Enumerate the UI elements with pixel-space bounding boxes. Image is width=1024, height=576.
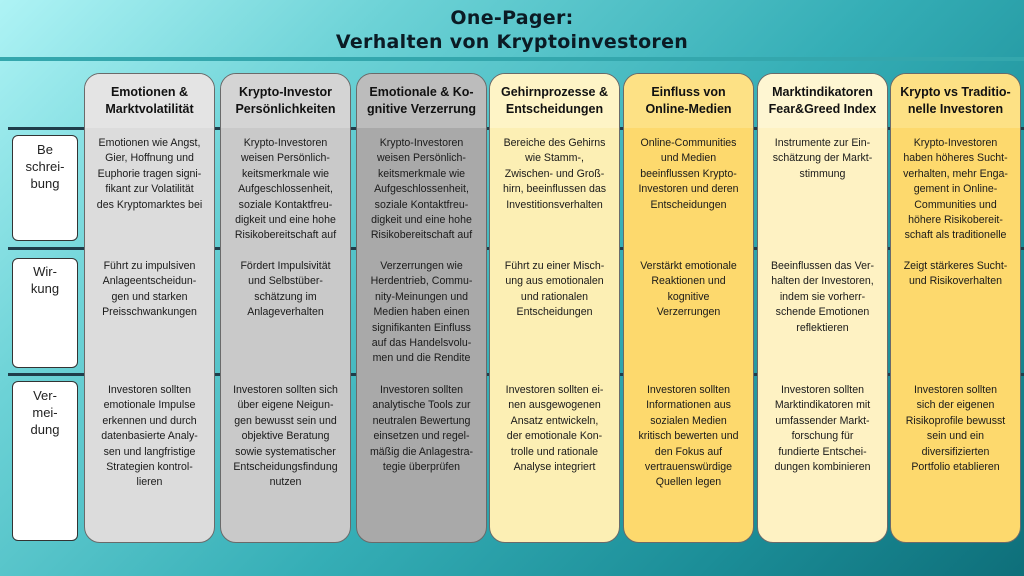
cell-line: Aufgeschlossenheit,	[238, 183, 333, 196]
cell-line: objektive Beratung	[241, 430, 330, 443]
column-header	[357, 74, 486, 128]
cell-line: und Risikoverhalten	[908, 275, 1003, 288]
cell-vermeidung	[495, 383, 614, 475]
row-label-beschreibung: Be schrei- bung	[12, 135, 78, 241]
cell-line: Reaktionen und	[651, 275, 726, 288]
cell-line: Euphorie tragen signi-	[97, 167, 202, 180]
cell-line: Entscheidungen	[650, 198, 727, 211]
column-header-line: Einfluss von	[651, 85, 726, 99]
cell-line: Investoren sollten	[107, 384, 192, 396]
cell-line: datenbasierte Analy-	[101, 430, 198, 443]
column-header-line: Krypto-Investor	[238, 85, 333, 99]
cell-line: kritisch bewerten und	[638, 430, 739, 443]
cell-line: Emotionen wie Angst,	[98, 137, 201, 149]
column-6	[757, 73, 888, 543]
cell-vermeidung	[362, 383, 481, 475]
cell-wirkung	[763, 259, 882, 336]
cell-line: Preisschwankungen	[102, 306, 197, 319]
cell-vermeidung	[226, 383, 345, 491]
cell-line: diversifizierten	[921, 445, 990, 458]
column-header-line: Gehirnprozesse &	[501, 85, 608, 99]
cell-wirkung	[90, 259, 209, 321]
column-1	[84, 73, 215, 543]
cell-line: und Selbstüber-	[248, 275, 323, 288]
cell-line: keitsmerkmale wie	[377, 167, 466, 180]
cell-line: sen und langfristige	[103, 445, 196, 458]
cell-line: Verzerrungen	[656, 306, 721, 319]
cell-line: nutzen	[269, 476, 302, 489]
cell-wirkung	[495, 259, 614, 321]
cell-line: Investoren sollten	[780, 384, 865, 396]
cell-line: forschung für	[791, 430, 854, 443]
column-header-line: nelle Investoren	[907, 102, 1004, 116]
cell-wirkung	[362, 259, 481, 367]
cell-beschreibung	[495, 136, 614, 213]
cell-line: haben höheres Sucht-	[903, 152, 1008, 165]
cell-beschreibung	[362, 136, 481, 244]
cell-line: Krypto-Investoren	[379, 137, 464, 149]
cell-line: schaft als traditionelle	[904, 229, 1007, 242]
column-header-line: Krypto vs Traditio-	[900, 85, 1011, 99]
cell-line: Fördert Impulsivität	[240, 260, 331, 272]
cell-line: fikant zur Volatilität	[105, 183, 194, 196]
cell-line: stimmung	[799, 167, 846, 180]
cell-line: digkeit und eine hohe	[235, 214, 336, 227]
cell-line: Investoren sollten	[379, 384, 464, 396]
cell-line: tegie überprüfen	[382, 461, 461, 474]
column-header	[624, 74, 753, 128]
cell-line: Zeigt stärkeres Sucht-	[903, 260, 1008, 272]
column-header	[891, 74, 1020, 128]
cell-line: Verzerrungen wie	[380, 260, 463, 272]
cell-line: indem sie vorherr-	[779, 290, 866, 303]
cell-line: soziale Kontaktfreu-	[238, 198, 333, 211]
cell-line: dungen kombinieren	[774, 461, 871, 474]
cell-line: Strategien kontrol-	[106, 461, 193, 474]
title-divider	[0, 57, 1024, 61]
cell-line: Communities und	[914, 198, 997, 211]
column-7	[890, 73, 1021, 543]
cell-line: halten der Investoren,	[771, 275, 874, 288]
cell-wirkung	[629, 259, 748, 321]
cell-line: lieren	[136, 476, 163, 489]
cell-line: reflektieren	[796, 321, 849, 334]
cell-line: einsetzen und regel-	[373, 430, 470, 443]
column-header	[490, 74, 619, 128]
cell-vermeidung	[90, 383, 209, 491]
cell-line: Investoren und deren	[638, 183, 739, 196]
column-header-line: Emotionale & Ko-	[369, 85, 474, 99]
cell-line: Investoren sollten sich	[233, 384, 338, 396]
cell-line: men und die Rendite	[372, 352, 471, 365]
cell-vermeidung	[629, 383, 748, 491]
cell-beschreibung	[226, 136, 345, 244]
cell-line: soziale Kontaktfreu-	[374, 198, 469, 211]
cell-line: auf das Handelsvolu-	[371, 337, 472, 350]
cell-line: Investitionsverhalten	[506, 198, 603, 211]
column-4	[489, 73, 620, 543]
cell-line: Investoren sollten	[913, 384, 998, 396]
cell-line: Risikobereitschaft auf	[234, 229, 337, 242]
cell-line: Ansatz entwickeln,	[510, 414, 599, 427]
cell-line: fundierte Entschei-	[778, 445, 867, 458]
cell-line: Führt zu einer Misch-	[504, 260, 605, 272]
column-2	[220, 73, 351, 543]
cell-line: Informationen aus	[646, 399, 731, 412]
cell-beschreibung	[763, 136, 882, 182]
cell-line: Instrumente zur Ein-	[774, 137, 871, 149]
cell-line: Verstärkt emotionale	[640, 260, 737, 272]
column-header-line: Persönlichkeiten	[235, 102, 336, 116]
cell-line: und rationalen	[520, 290, 589, 303]
cell-beschreibung	[896, 136, 1015, 244]
cell-line: verhalten, mehr Enga-	[903, 167, 1008, 180]
cell-line: sich der eigenen	[916, 399, 995, 412]
cell-beschreibung	[629, 136, 748, 213]
cell-line: hirn, beeinflussen das	[502, 183, 607, 196]
column-header	[85, 74, 214, 128]
column-header-line: Online-Medien	[645, 102, 732, 116]
cell-line: schätzung im	[254, 290, 317, 303]
cell-line: signifikanten Einfluss	[372, 321, 471, 334]
cell-line: Online-Communities	[640, 137, 737, 149]
cell-line: Quellen legen	[655, 476, 722, 489]
column-header-line: Entscheidungen	[505, 102, 604, 116]
cell-line: höhere Risikobereit-	[908, 214, 1003, 227]
cell-line: sein und ein	[926, 430, 985, 443]
cell-line: beeinflussen Krypto-	[640, 167, 737, 180]
cell-line: sowie systematischer	[235, 445, 336, 458]
cell-vermeidung	[896, 383, 1015, 475]
cell-line: gen und starken	[111, 290, 188, 303]
cell-line: analytische Tools zur	[372, 399, 471, 412]
cell-line: sozialen Medien	[650, 414, 727, 427]
column-3	[356, 73, 487, 543]
column-header	[758, 74, 887, 128]
cell-line: Marktindikatoren mit	[774, 399, 871, 412]
title-line-1: One-Pager:	[450, 7, 574, 29]
cell-line: umfassender Markt-	[775, 414, 870, 427]
column-5	[623, 73, 754, 543]
column-header	[221, 74, 350, 128]
cell-line: der emotionale Kon-	[506, 430, 603, 443]
cell-line: Aufgeschlossenheit,	[374, 183, 469, 196]
cell-line: des Kryptomarktes bei	[96, 198, 203, 211]
cell-line: kognitive	[667, 290, 710, 303]
column-header-line: Fear&Greed Index	[768, 102, 877, 116]
cell-line: schende Emotionen	[775, 306, 870, 319]
cell-line: neutralen Bewertung	[372, 414, 471, 427]
cell-line: schätzung der Markt-	[772, 152, 873, 165]
cell-line: Herdentrieb, Commu-	[370, 275, 473, 288]
cell-line: Führt zu impulsiven	[103, 260, 196, 272]
cell-line: trolle und rationale	[510, 445, 599, 458]
cell-line: Entscheidungsfindung	[233, 461, 338, 474]
cell-line: Entscheidungen	[516, 306, 593, 319]
cell-line: Bereiche des Gehirns	[503, 137, 606, 149]
cell-line: gement in Online-	[913, 183, 998, 196]
cell-line: über eigene Neigun-	[237, 399, 334, 412]
cell-wirkung	[896, 259, 1015, 290]
cell-beschreibung	[90, 136, 209, 213]
cell-line: und Medien	[660, 152, 717, 165]
cell-line: den Fokus auf	[654, 445, 723, 458]
cell-wirkung	[226, 259, 345, 321]
cell-line: nity-Meinungen und	[374, 290, 469, 303]
column-header-line: gnitive Verzerrung	[366, 102, 477, 116]
cell-line: Risikobereitschaft auf	[370, 229, 473, 242]
cell-line: weisen Persönlich-	[241, 152, 330, 165]
column-header-line: Emotionen &	[110, 85, 189, 99]
cell-line: Krypto-Investoren	[913, 137, 998, 149]
cell-line: Investoren sollten ei-	[505, 384, 604, 396]
cell-vermeidung	[763, 383, 882, 475]
cell-line: vertrauenswürdige	[644, 461, 733, 474]
column-header-line: Marktindikatoren	[772, 85, 873, 99]
cell-line: emotionale Impulse	[103, 399, 196, 412]
column-header-line: Marktvolatilität	[105, 102, 194, 116]
page-title	[0, 6, 1024, 54]
cell-line: Portfolio etablieren	[911, 461, 1000, 474]
title-line-2: Verhalten von Kryptoinvestoren	[335, 31, 689, 53]
cell-line: wie Stamm-,	[525, 152, 584, 165]
cell-line: Analyse integriert	[513, 461, 596, 474]
cell-line: digkeit und eine hohe	[371, 214, 472, 227]
cell-line: Krypto-Investoren	[243, 137, 328, 149]
cell-line: keitsmerkmale wie	[241, 167, 330, 180]
cell-line: Medien haben einen	[373, 306, 470, 319]
cell-line: Beeinflussen das Ver-	[770, 260, 875, 272]
cell-line: Zwischen- und Groß-	[504, 167, 605, 180]
cell-line: Anlageentscheidun-	[102, 275, 197, 288]
row-label-wirkung: Wir- kung	[12, 258, 78, 368]
cell-line: Risikoprofile bewusst	[905, 414, 1006, 427]
cell-line: erkennen und durch	[102, 414, 197, 427]
cell-line: Investoren sollten	[646, 384, 731, 396]
cell-line: weisen Persönlich-	[377, 152, 466, 165]
cell-line: Anlageverhalten	[247, 306, 324, 319]
row-label-vermeidung: Ver- mei- dung	[12, 381, 78, 541]
cell-line: gen bewusst sein und	[234, 414, 337, 427]
cell-line: ung aus emotionalen	[505, 275, 604, 288]
cell-line: mäßig die Anlagestra-	[369, 445, 474, 458]
cell-line: Gier, Hoffnung und	[105, 152, 194, 165]
cell-line: nen ausgewogenen	[508, 399, 601, 412]
